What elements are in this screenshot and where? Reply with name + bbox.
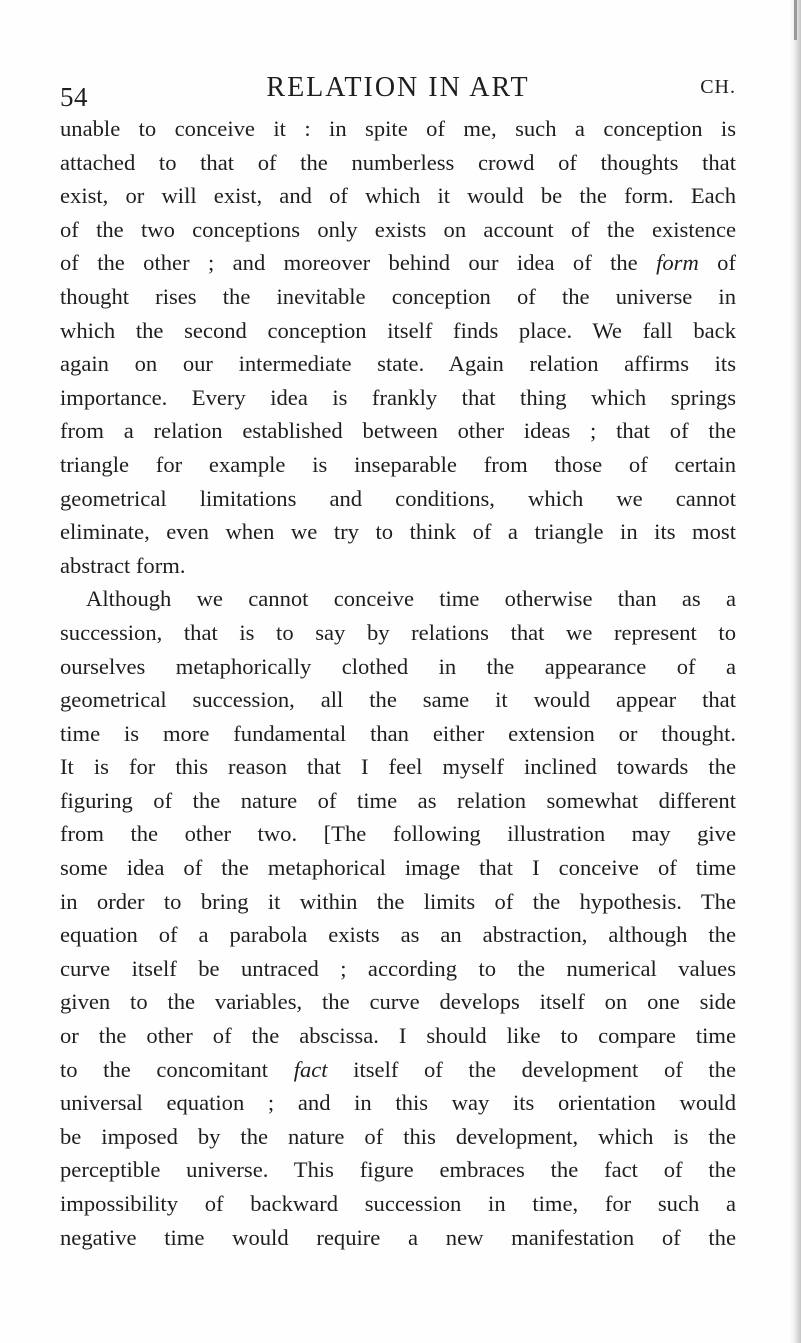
text-line xyxy=(60,1086,736,1120)
text-line xyxy=(60,985,736,1019)
text-segment: equation of a parabola exists as an abstraction, although the xyxy=(60,922,736,948)
italic-text: fact xyxy=(293,1056,328,1082)
text-line xyxy=(60,414,736,448)
text-line xyxy=(60,784,736,818)
text-line xyxy=(60,582,736,616)
text-segment: which the second conception itself finds place. We fall back xyxy=(60,317,736,343)
text-segment: attached to that of the numberless crowd of thoughts that xyxy=(60,149,736,175)
text-line xyxy=(60,1019,736,1053)
text-segment: curve itself be untraced ; according to the numerical values xyxy=(60,955,736,981)
text-line xyxy=(60,280,736,314)
text-line xyxy=(60,817,736,851)
text-segment: unable to conceive it : in spite of me, such a conception is xyxy=(60,116,736,141)
text-line xyxy=(60,952,736,986)
text-line xyxy=(60,1120,736,1154)
text-line xyxy=(60,750,736,784)
text-line xyxy=(60,1053,736,1087)
text-segment: again on our intermediate state. Again relation affirms its xyxy=(60,351,736,377)
text-line xyxy=(60,1153,736,1187)
text-segment: of xyxy=(698,250,736,276)
text-segment: in order to bring it within the limits of the hypothesis. The xyxy=(60,888,736,914)
text-line xyxy=(60,1187,736,1221)
text-line xyxy=(60,146,736,180)
text-line xyxy=(60,246,736,280)
text-segment: geometrical limitations and conditions, which we cannot xyxy=(60,485,736,511)
text-segment: geometrical succession, all the same it would appear that xyxy=(60,687,736,713)
text-segment: impossibility of backward succession in time, for such a xyxy=(60,1191,736,1216)
text-line xyxy=(60,381,736,415)
text-segment: abstract form. xyxy=(60,552,186,578)
text-line xyxy=(60,1221,736,1255)
text-segment: thought rises the inevitable conception of the universe in xyxy=(60,283,736,309)
text-line xyxy=(60,482,736,516)
text-segment: of the two conceptions only exists on account of the existence xyxy=(60,216,736,242)
page-number: 54 xyxy=(60,82,88,112)
text-segment: to the concomitant xyxy=(60,1056,294,1082)
text-segment: Although we cannot conceive time otherwise than as a xyxy=(86,586,736,612)
text-line xyxy=(60,918,736,952)
page-header xyxy=(60,72,736,112)
text-line xyxy=(60,448,736,482)
chapter-abbreviation: CH. xyxy=(700,76,736,98)
text-segment: given to the variables, the curve develops itself on one side xyxy=(60,989,736,1015)
text-segment: perceptible universe. This figure embraces the fact of the xyxy=(60,1157,736,1183)
text-segment: eliminate, even when we try to think of a triangle in its most xyxy=(60,519,736,545)
text-line xyxy=(60,683,736,717)
page-edge-mark xyxy=(794,0,797,40)
text-segment: negative time would require a new manifestation of the xyxy=(60,1224,736,1250)
running-title: RELATION IN ART xyxy=(266,72,530,103)
body-text xyxy=(60,112,736,1254)
text-line xyxy=(60,515,736,549)
text-segment: itself of the development of the xyxy=(327,1056,736,1082)
text-segment: from the other two. [The following illustration may give xyxy=(60,821,736,847)
italic-text: form xyxy=(656,250,699,276)
text-segment: ourselves metaphorically clothed in the appearance of a xyxy=(60,653,736,679)
text-segment: It is for this reason that I feel myself inclined towards the xyxy=(60,754,736,780)
text-segment: or the other of the abscissa. I should like to compare time xyxy=(60,1023,736,1049)
text-line xyxy=(60,616,736,650)
text-segment: exist, or will exist, and of which it would be the form. Each xyxy=(60,183,736,209)
text-line xyxy=(60,650,736,684)
text-line xyxy=(60,717,736,751)
text-segment: triangle for example is inseparable from those of certain xyxy=(60,451,736,477)
text-line xyxy=(60,213,736,247)
text-line xyxy=(60,347,736,381)
text-segment: be imposed by the nature of this development, which is the xyxy=(60,1123,736,1149)
text-segment: importance. Every idea is frankly that thing which springs xyxy=(60,384,736,410)
text-segment: of the other ; and moreover behind our idea of the xyxy=(60,250,657,276)
text-segment: succession, that is to say by relations that we represent to xyxy=(60,619,736,645)
text-line xyxy=(60,179,736,213)
text-line xyxy=(60,549,736,583)
text-segment: time is more fundamental than either extension or thought. xyxy=(60,720,736,746)
text-segment: figuring of the nature of time as relation somewhat different xyxy=(60,787,736,813)
text-line xyxy=(60,851,736,885)
text-segment: from a relation established between other ideas ; that of the xyxy=(60,418,736,444)
text-line xyxy=(60,112,736,146)
text-segment: universal equation ; and in this way its orientation would xyxy=(60,1090,736,1116)
text-line xyxy=(60,885,736,919)
text-segment: some idea of the metaphorical image that I conceive of time xyxy=(60,855,736,881)
page-edge-shadow xyxy=(789,0,801,1343)
text-line xyxy=(60,314,736,348)
